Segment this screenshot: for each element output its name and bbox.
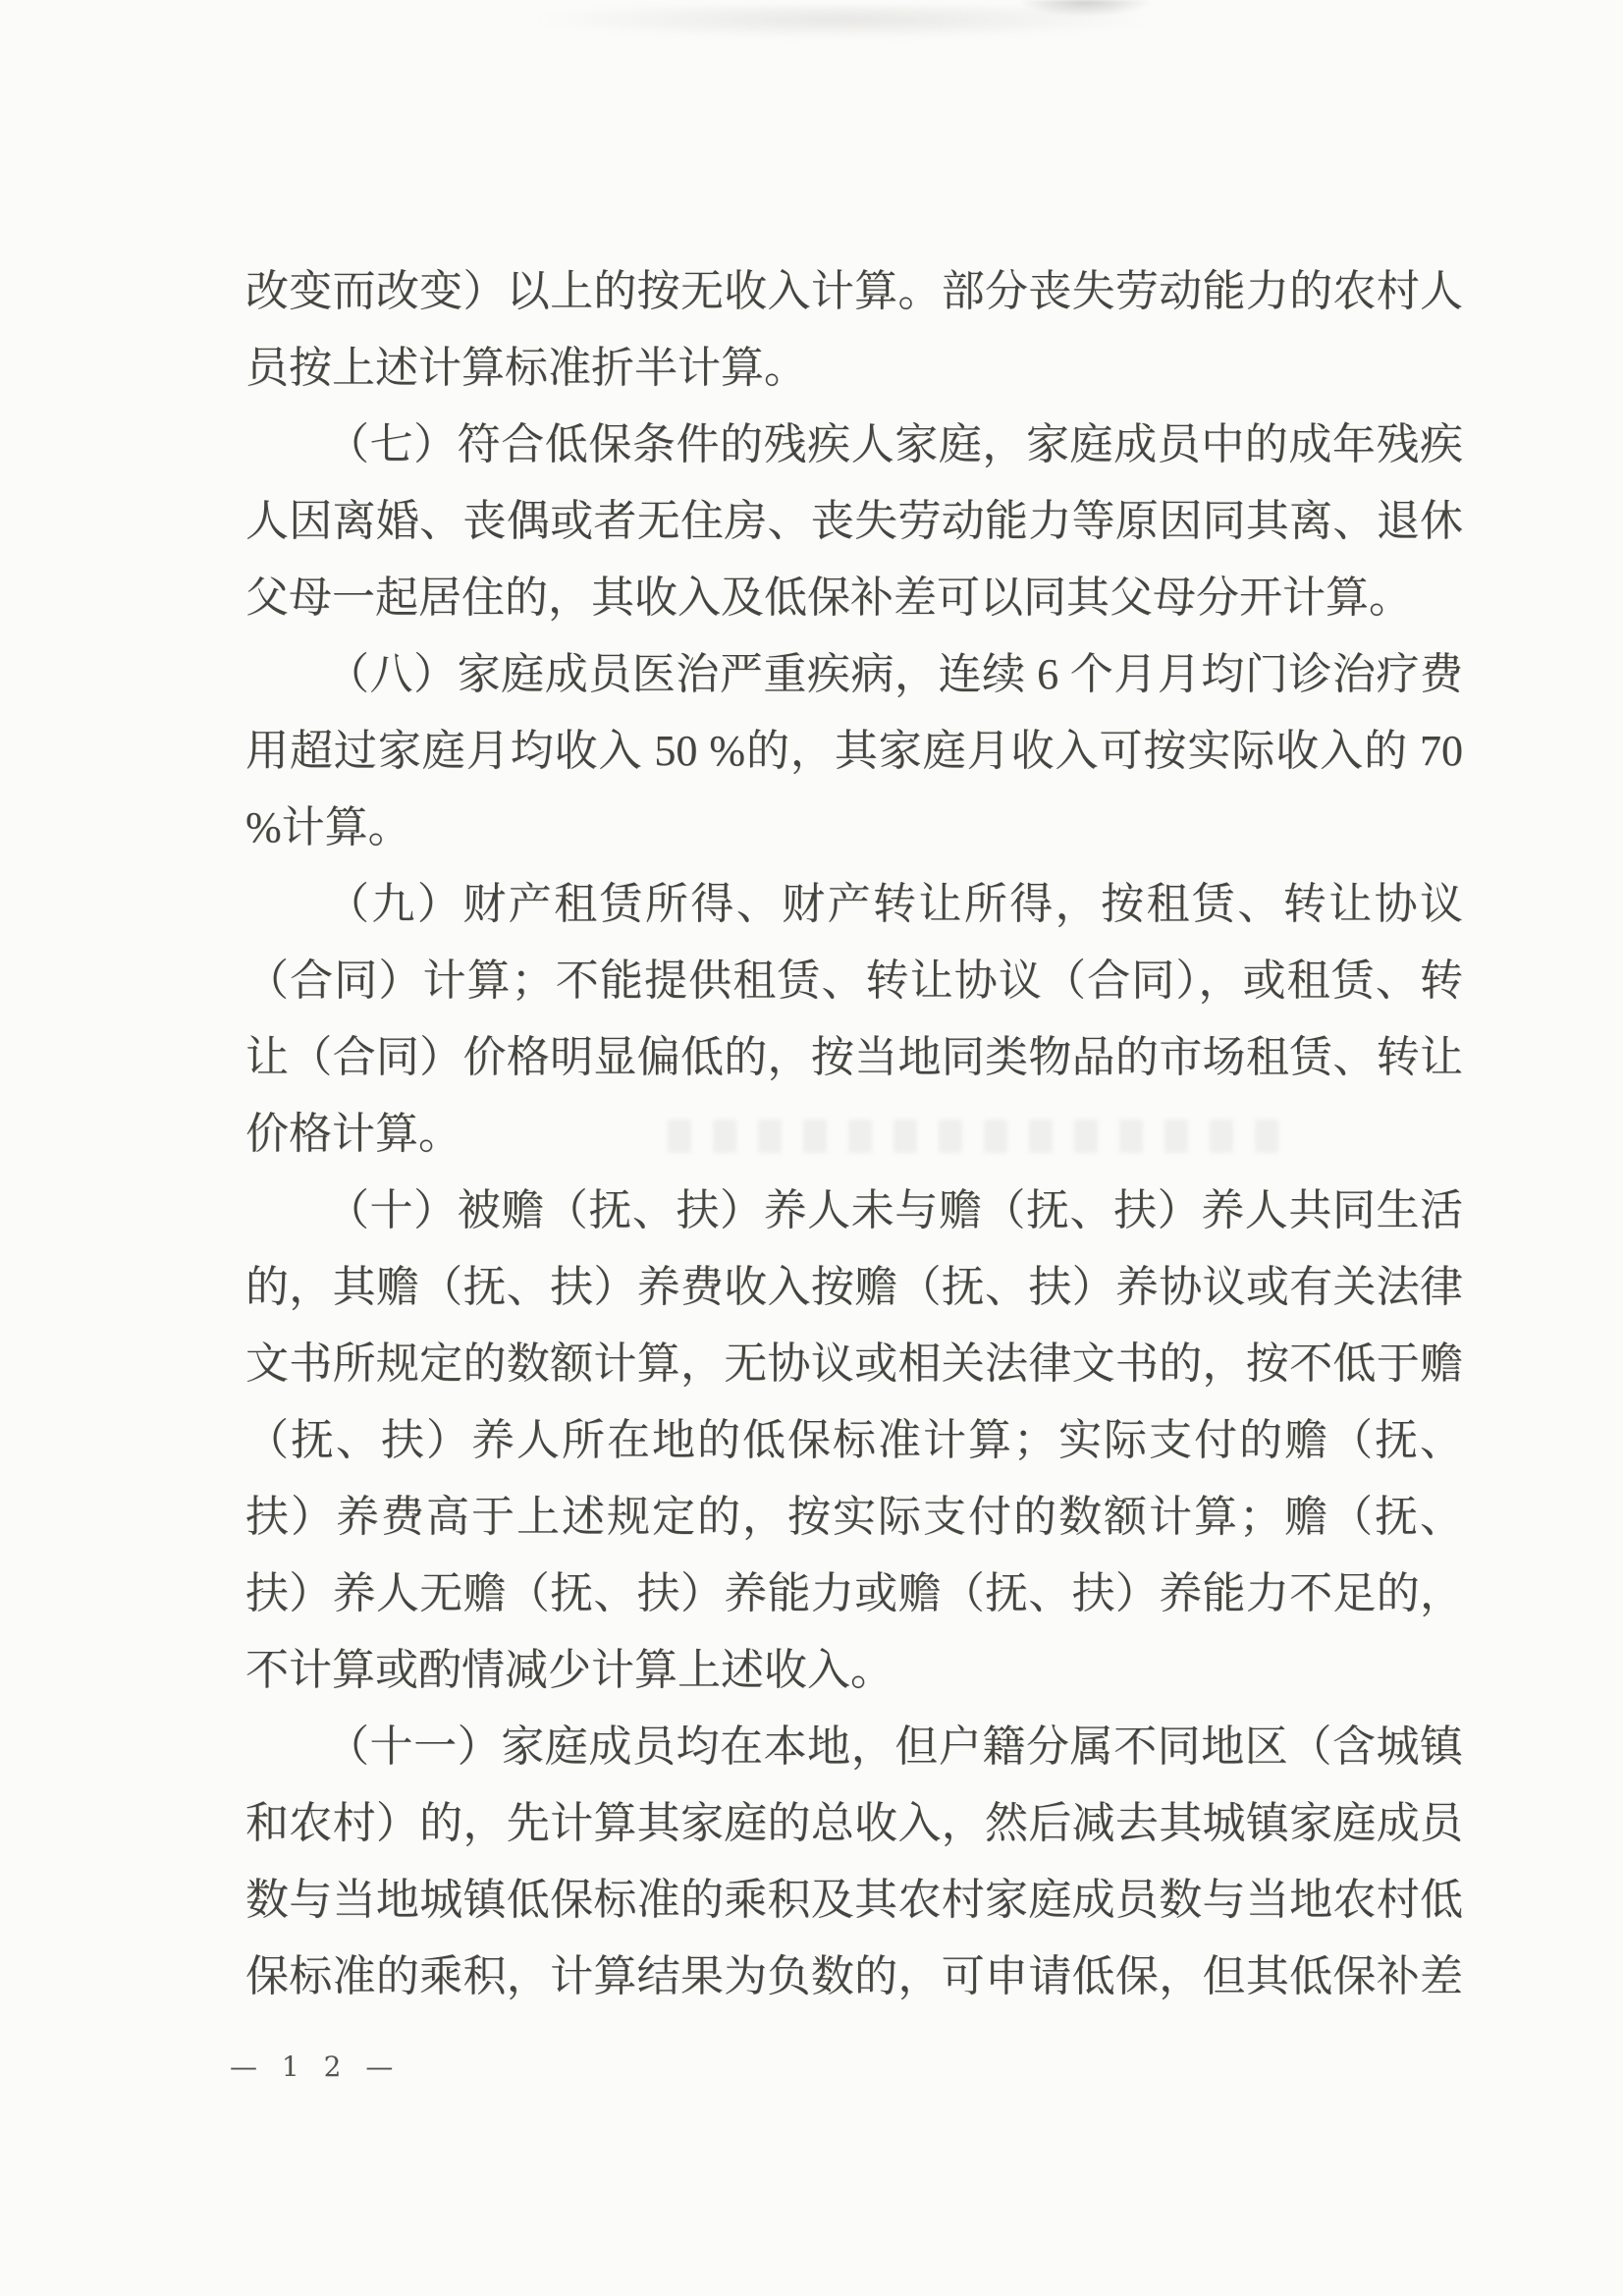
document-line: 扶）养费高于上述规定的，按实际支付的数额计算；赡（抚、	[245, 1493, 1463, 1541]
document-line: （抚、扶）养人所在地的低保标准计算；实际支付的赡（抚、	[245, 1416, 1463, 1464]
document-line: 价格计算。	[245, 1110, 461, 1158]
paragraph-first-line: （九）财产租赁所得、财产转让所得，按租赁、转让协议	[326, 880, 1463, 928]
paragraph-first-line: （八）家庭成员医治严重疾病，连续 6 个月月均门诊治疗费	[326, 650, 1463, 698]
page-number: — 1 2 —	[230, 2050, 402, 2083]
paragraph-first-line: （七）符合低保条件的残疾人家庭，家庭成员中的成年残疾	[326, 420, 1463, 468]
document-line: 不计算或酌情减少计算上述收入。	[245, 1646, 893, 1694]
document-line: 和农村）的，先计算其家庭的总收入，然后减去其城镇家庭成员	[245, 1799, 1463, 1847]
document-line: 用超过家庭月均收入 50 %的，其家庭月收入可按实际收入的 70	[245, 727, 1463, 775]
paragraph-first-line: （十一）家庭成员均在本地，但户籍分属不同地区（含城镇	[326, 1722, 1463, 1771]
document-line: 员按上述计算标准折半计算。	[245, 344, 807, 392]
document-line: 保标准的乘积，计算结果为负数的，可申请低保，但其低保补差	[245, 1952, 1463, 2000]
document-body-text	[245, 253, 1463, 2015]
document-line: 改变而改变）以上的按无收入计算。部分丧失劳动能力的农村人	[245, 267, 1463, 315]
document-line: 让（合同）价格明显偏低的，按当地同类物品的市场租赁、转让	[245, 1033, 1463, 1081]
document-line: %计算。	[245, 803, 411, 851]
document-line: 数与当地城镇低保标准的乘积及其农村家庭成员数与当地农村低	[245, 1876, 1463, 1924]
document-line: 扶）养人无赡（抚、扶）养能力或赡（抚、扶）养能力不足的，	[245, 1569, 1463, 1617]
scan-streak-artifact	[1021, 0, 1149, 16]
document-line: 文书所规定的数额计算，无协议或相关法律文书的，按不低于赡	[245, 1339, 1463, 1388]
document-line: 人因离婚、丧偶或者无住房、丧失劳动能力等原因同其离、退休	[245, 497, 1463, 545]
document-line: 父母一起居住的，其收入及低保补差可以同其父母分开计算。	[245, 574, 1412, 622]
paragraph-first-line: （十）被赡（抚、扶）养人未与赡（抚、扶）养人共同生活	[326, 1186, 1463, 1234]
document-line: （合同）计算；不能提供租赁、转让协议（合同），或租赁、转	[245, 957, 1463, 1005]
document-line: 的，其赡（抚、扶）养费收入按赡（抚、扶）养协议或有关法律	[245, 1263, 1463, 1311]
